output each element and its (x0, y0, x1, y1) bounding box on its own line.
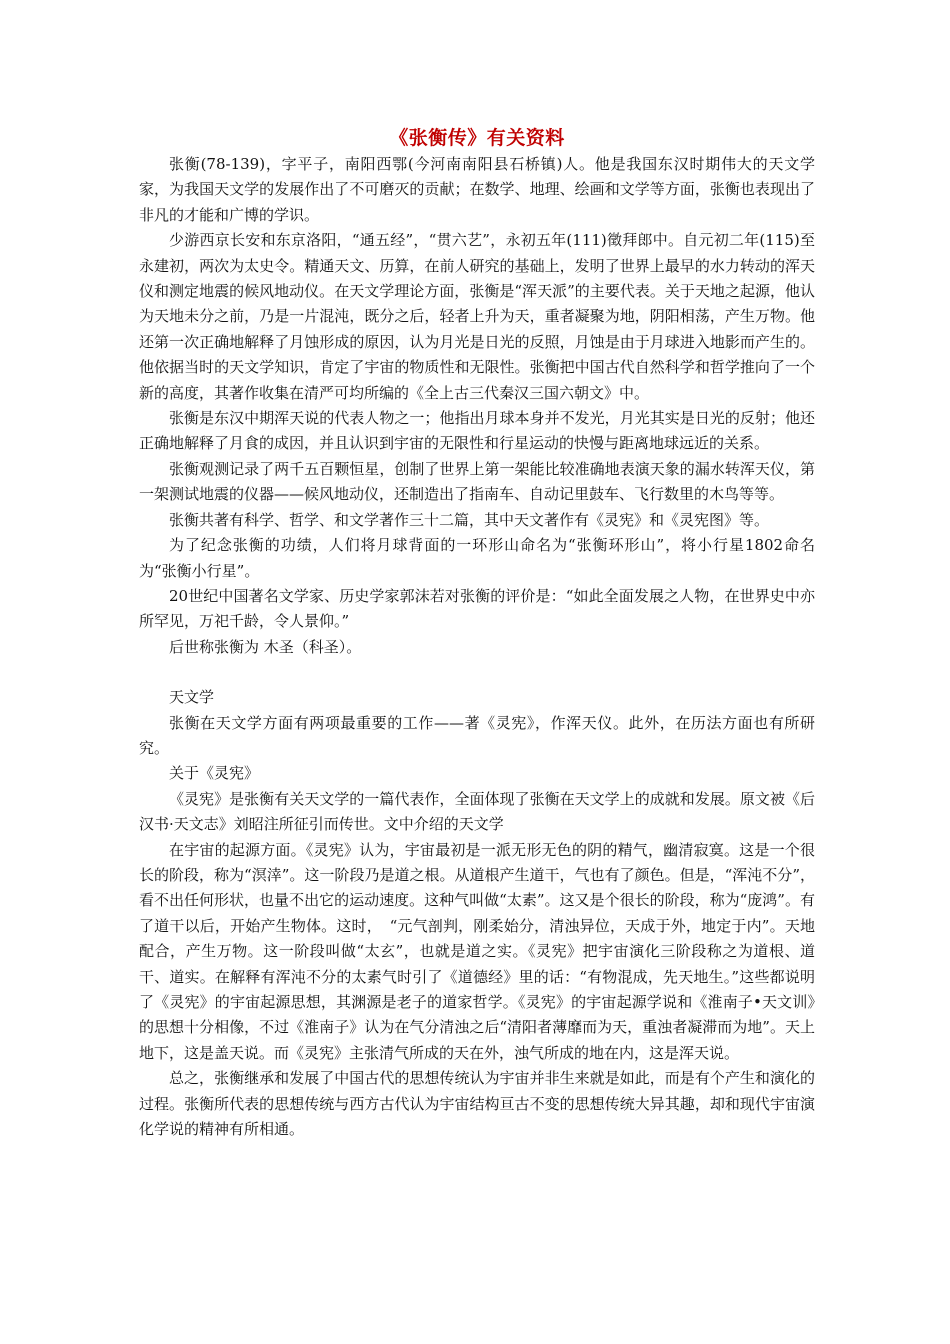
paragraph-hunyi-theory: 张衡是东汉中期浑天说的代表人物之一；他指出月球本身并不发光，月光其实是日光的反射；他还正确地解释了月食的成因，并且认识到宇宙的无限性和行星运动的快慢与距离地球远近的关系。 (139, 409, 815, 453)
paragraph-intro: 张衡(78-139)，字平子，南阳西鄂(今河南南阳县石桥镇)人。他是我国东汉时期伟大的天文学家，为我国天文学的发展作出了不可磨灭的贡献；在数学、地理、绘画和文学等方面，张衡也表现出了非凡的才能和广博的学识。 (139, 155, 815, 224)
paragraph-cosmic-origin: 在宇宙的起源方面。《灵宪》认为，宇宙最初是一派无形无色的阴的精气，幽清寂寞。这是一个很长的阶段，称为“溟涬”。这一阶段乃是道之根。从道根产生道干，气也有了颜色。但是，“浑沌不分”，看不出任何形状，也量不出它的运动速度。这种气叫做“太素”。这又是个很长的阶段，称为“庞鸿”。有了道干以后，开始产生物体。这时， “元气剖判，刚柔始分，清浊异位，天成于外，地定于内”。天地配合，产生万物。这一阶段叫做“太玄”，也就是道之实。《灵宪》把宇宙演化三阶段称之为道根、道干、道实。在解释有浑沌不分的太素气时引了《道德经》里的话：“有物混成，先天地生。”这些都说明了《灵宪》的宇宙起源思想，其渊源是老子的道家哲学。《灵宪》的宇宙起源学说和《淮南子•天文训》的思想十分相像，不过《淮南子》认为在气分清浊之后“清阳者薄靡而为天，重浊者凝滞而为地”。天上地下，这是盖天说。而《灵宪》主张清气所成的天在外，浊气所成的地在内，这是浑天说。 (139, 840, 815, 1062)
paragraph-works: 张衡共著有科学、哲学、和文学著作三十二篇，其中天文著作有《灵宪》和《灵宪图》等。 (169, 510, 770, 529)
paragraph-commemoration: 为了纪念张衡的功绩，人们将月球背面的一环形山命名为“张衡环形山”，将小行星1802命名为“张衡小行星”。 (139, 536, 815, 580)
document-title: 《张衡传》有关资料 (389, 127, 565, 149)
paragraph-career: 少游西京长安和东京洛阳，“通五经”，“贯六艺”，永初五年(111)徵拜郎中。自元初二年(115)至永建初，两次为太史令。精通天文、历算，在前人研究的基础上，发明了世界上最早的水力转动的浑天仪和测定地震的候风地动仪。在天文学理论方面，张衡是“浑天派”的主要代表。关于天地之起源，他认为天地未分之前，乃是一片混沌，既分之后，轻者上升为天，重者凝聚为地，阴阳相荡，产生万物。他还第一次正确地解释了月蚀形成的原因，认为月光是日光的反照，月蚀是由于月球进入地影而产生的。他依据当时的天文学知识，肯定了宇宙的物质性和无限性。张衡把中国古代自然科学和哲学推向了一个新的高度，其著作收集在清严可均所编的《全上古三代秦汉三国六朝文》中。 (139, 231, 815, 402)
section-spacer (139, 660, 815, 685)
paragraph-astronomy-intro: 张衡在天文学方面有两项最重要的工作——著《灵宪》，作浑天仪。此外，在历法方面也有所研究。 (139, 713, 815, 757)
paragraph-lingxian-overview: 《灵宪》是张衡有关天文学的一篇代表作，全面体现了张衡在天文学上的成就和发展。原文被《后汉书·天文志》刘昭注所征引而传世。文中介绍的天文学 (139, 789, 815, 834)
section-heading-astronomy: 天文学 (169, 688, 215, 707)
paragraph-guo-moruo: 20世纪中国著名文学家、历史学家郭沫若对张衡的评价是：“如此全面发展之人物，在世界史中亦所罕见，万祀千龄，令人景仰。” (139, 586, 815, 631)
paragraph-inventions: 张衡观测记录了两千五百颗恒星，创制了世界上第一架能比较准确地表演天象的漏水转浑天仪，第一架测试地震的仪器——候风地动仪，还制造出了指南车、自动记里鼓车、飞行数里的木鸟等等。 (139, 459, 815, 504)
subheading-lingxian: 关于《灵宪》 (169, 764, 260, 783)
document-page (139, 124, 815, 1142)
paragraph-conclusion: 总之，张衡继承和发展了中国古代的思想传统认为宇宙并非生来就是如此，而是有个产生和演化的过程。张衡所代表的思想传统与西方古代认为宇宙结构亘古不变的思想传统大异其趣，却和现代宇宙演化学说的精神有所相通。 (139, 1069, 815, 1139)
paragraph-title-sage: 后世称张衡为 木圣（科圣）。 (169, 637, 362, 656)
